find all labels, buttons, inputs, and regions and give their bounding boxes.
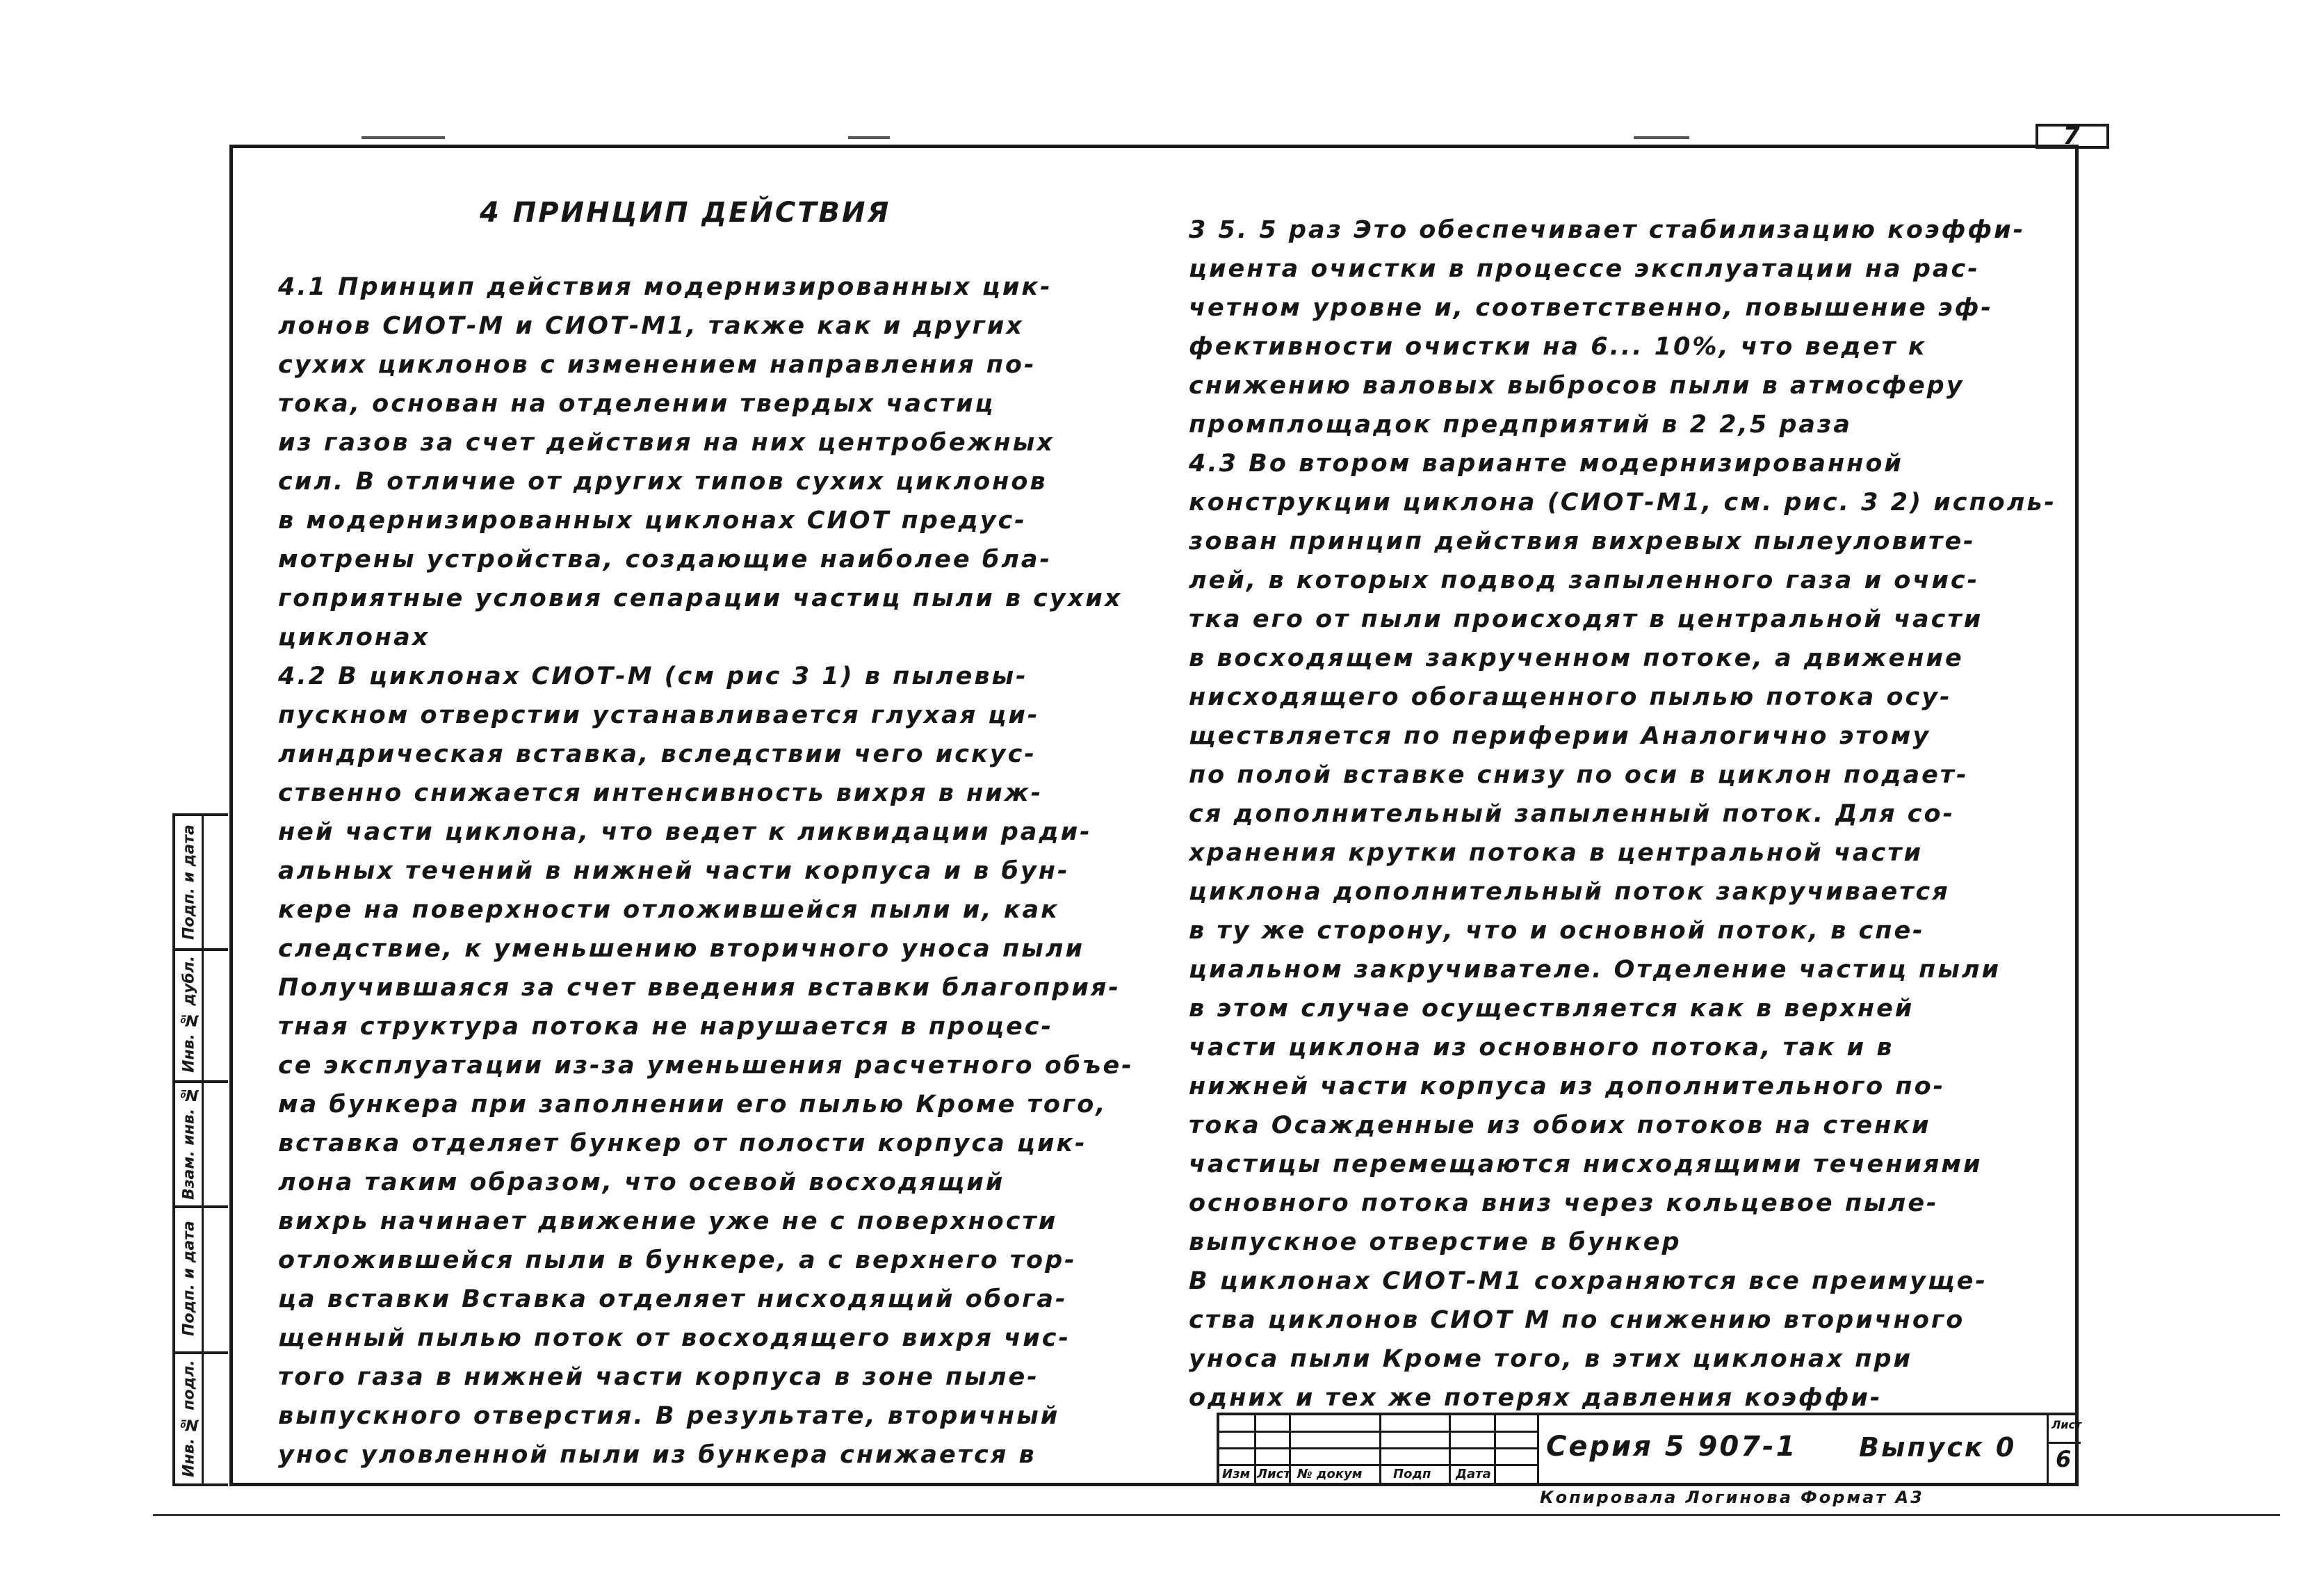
text-line: в ту же сторону, что и основной поток, в спе-: [1189, 917, 1925, 945]
text-line: ществляется по периферии Аналогично этому: [1189, 722, 1931, 750]
text-line: линдрическая вставка, вследствии чего искус-: [278, 740, 1037, 768]
text-line: пускном отверстии устанавливается глухая ци-: [278, 701, 1040, 729]
text-line: циента очистки в процессе эксплуатации на рас-: [1189, 255, 1980, 283]
text-line: лей, в которых подвод запыленного газа и очис-: [1189, 567, 1980, 594]
text-line: тока, основан на отделении твердых частиц: [278, 390, 996, 418]
section-title: 4 ПРИНЦИП ДЕЙСТВИЯ: [480, 197, 891, 229]
text-line: унос уловленной пыли из бункера снижается в: [278, 1441, 1037, 1469]
text-line: Получившаяся за счет введения вставки благоприя-: [278, 974, 1121, 1002]
text-line: частицы перемещаются нисходящими течениями: [1189, 1150, 1983, 1178]
right-text-column: [1189, 211, 2072, 1417]
text-line: фективности очистки на 6... 10%, что ведет к: [1189, 333, 1927, 361]
text-line: альных течений в нижней части корпуса и в бун-: [278, 857, 1070, 885]
margin-label: Подп. и дата: [180, 1221, 198, 1336]
text-line: ма бункера при заполнении его пылью Кроме того,: [278, 1091, 1107, 1119]
text-line: вихрь начинает движение уже не с поверхности: [278, 1207, 1058, 1235]
scan-mark: [361, 136, 445, 139]
tb-header: Лист: [1257, 1467, 1291, 1481]
text-line: вставка отделяет бункер от полости корпуса цик-: [278, 1130, 1087, 1157]
text-line: 3 5. 5 раз Это обеспечивает стабилизацию коэффи-: [1189, 216, 2026, 244]
text-line: циальном закручивателе. Отделение частиц пыли: [1189, 956, 2001, 984]
left-text-column: [278, 268, 1161, 1474]
text-line: в модернизированных циклонах СИОТ предус-: [278, 507, 1027, 535]
text-line: снижению валовых выбросов пыли в атмосферу: [1189, 372, 1965, 400]
text-line: ственно снижается интенсивность вихря в ниж-: [278, 779, 1043, 807]
sheet-number: 6: [2056, 1446, 2072, 1472]
grid-line: [1379, 1415, 1381, 1486]
title-block: [1217, 1413, 2082, 1486]
text-line: кере на поверхности отложившейся пыли и, как: [278, 896, 1059, 924]
copied-by: Копировала Логинова: [1540, 1488, 1793, 1507]
text-line: основного потока вниз через кольцевое пыле-: [1189, 1189, 1939, 1217]
text-line: 4.3 Во втором варианте модернизированной: [1189, 450, 1903, 478]
grid-line: [1537, 1415, 1539, 1486]
text-line: тка его от пыли происходят в центральной части: [1189, 605, 1983, 633]
text-line: хранения крутки потока в центральной части: [1189, 839, 1924, 867]
bottom-rule: [153, 1514, 2280, 1516]
text-line: ся дополнительный запыленный поток. Для со-: [1189, 800, 1956, 828]
text-line: ца вставки Вставка отделяет нисходящий обога-: [278, 1285, 1068, 1313]
text-line: се эксплуатации из-за уменьшения расчетного объе-: [278, 1052, 1134, 1080]
text-line: 4.1 Принцип действия модернизированных цик-: [278, 273, 1053, 301]
text-line: мотрены устройства, создающие наиболее бла-: [278, 546, 1052, 574]
text-line: зован принцип действия вихревых пылеуловите-: [1189, 528, 1976, 555]
text-line: отложившейся пыли в бункере, а с верхнего тор-: [278, 1246, 1077, 1274]
tb-header: Дата: [1456, 1467, 1491, 1481]
text-line: ней части циклона, что ведет к ликвидации ради-: [278, 818, 1092, 846]
text-line: тока Осажденные из обоих потоков на стенки: [1189, 1112, 1931, 1139]
scan-mark: [1634, 136, 1689, 139]
text-line: по полой вставке снизу по оси в циклон подает-: [1189, 761, 1969, 789]
text-line: того газа в нижней части корпуса в зоне пыле-: [278, 1363, 1039, 1391]
text-line: нижней части корпуса из дополнительного по-: [1189, 1073, 1946, 1100]
text-line: ства циклонов СИОТ М по снижению вторичного: [1189, 1306, 1965, 1334]
issue-number: Выпуск 0: [1859, 1432, 2017, 1463]
text-line: следствие, к уменьшению вторичного уноса пыли: [278, 935, 1084, 963]
text-line: лонов СИОТ-М и СИОТ-М1, также как и других: [278, 312, 1024, 340]
margin-stamp: [172, 813, 228, 1486]
text-line: циклона дополнительный поток закручивается: [1189, 878, 1950, 906]
text-line: сухих циклонов с изменением направления по-: [278, 351, 1037, 379]
text-line: В циклонах СИОТ-М1 сохраняются все преимуще-: [1189, 1267, 1988, 1295]
paper-format: Формат А3: [1801, 1488, 1924, 1507]
margin-label: Инв. № подл.: [180, 1360, 198, 1478]
text-line: четном уровне и, соответственно, повышение эф-: [1189, 294, 1993, 322]
tb-header: Подп: [1393, 1467, 1431, 1481]
text-line: выпускное отверстие в бункер: [1189, 1228, 1682, 1256]
grid-line: [1494, 1415, 1496, 1486]
scan-mark: [848, 136, 890, 139]
margin-label: Взам. инв. №: [180, 1086, 198, 1200]
text-line: 4.2 В циклонах СИОТ-М (см рис 3 1) в пылевы-: [278, 662, 1028, 690]
page-number: 7: [2035, 124, 2109, 149]
text-line: из газов за счет действия на них центробежных: [278, 429, 1055, 457]
margin-label: Инв. № дубл.: [180, 955, 198, 1073]
text-line: лона таким образом, что осевой восходящий: [278, 1169, 1005, 1196]
text-line: циклонах: [278, 624, 430, 651]
series-designation: Серия 5 907-1: [1546, 1431, 1798, 1463]
grid-line: [1254, 1415, 1256, 1486]
tb-header: Изм: [1222, 1467, 1251, 1481]
tb-header: № докум: [1297, 1467, 1363, 1481]
text-line: тная структура потока не нарушается в процес-: [278, 1013, 1054, 1041]
text-line: промплощадок предприятий в 2 2,5 раза: [1189, 411, 1852, 439]
text-line: гоприятные условия сепарации частиц пыли в сухих: [278, 585, 1123, 612]
sheet-cell: [2047, 1415, 2081, 1486]
text-line: сил. В отличие от других типов сухих циклонов: [278, 468, 1048, 496]
text-line: в этом случае осуществляется как в верхней: [1189, 995, 1915, 1023]
title-block-grid: [1219, 1415, 1539, 1486]
text-line: щенный пылью поток от восходящего вихря чис-: [278, 1324, 1071, 1352]
text-line: части циклона из основного потока, так и в: [1189, 1034, 1894, 1062]
text-line: выпускного отверстия. В результате, вторичный: [278, 1402, 1060, 1430]
text-line: уноса пыли Кроме того, в этих циклонах при: [1189, 1345, 1913, 1373]
text-line: конструкции циклона (СИОТ-М1, см. рис. 3 2) исполь-: [1189, 489, 2056, 517]
text-line: одних и тех же потерях давления коэффи-: [1189, 1384, 1883, 1412]
text-line: нисходящего обогащенного пылью потока осу-: [1189, 683, 1952, 711]
margin-label: Подп. и дата: [180, 824, 198, 940]
grid-line: [1449, 1415, 1451, 1486]
text-line: в восходящем закрученном потоке, а движение: [1189, 644, 1964, 672]
sheet-label: Лист: [2051, 1418, 2082, 1431]
sheet-divider: [2049, 1442, 2081, 1444]
